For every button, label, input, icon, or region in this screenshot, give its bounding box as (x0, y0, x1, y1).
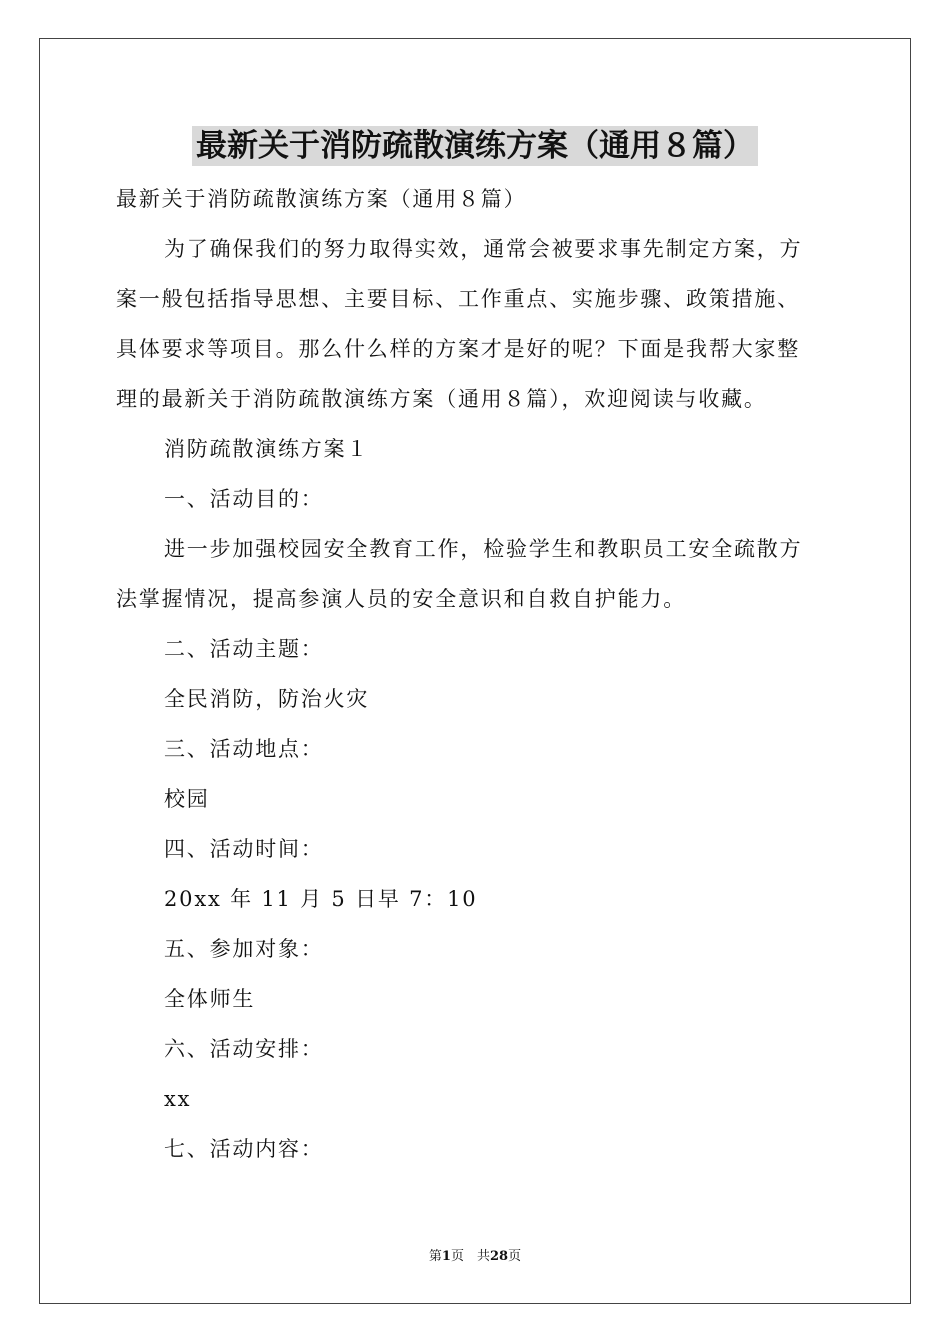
intro-line: 理的最新关于消防疏散演练方案（通用８篇），欢迎阅读与收藏。 (116, 387, 767, 411)
intro-line: 具体要求等项目。那么什么样的方案才是好的呢？下面是我帮大家整 (116, 337, 800, 361)
document-body (116, 174, 836, 1174)
item-text-theme: 全民消防，防治火灾 (164, 687, 370, 711)
item-text-location: 校园 (164, 787, 210, 811)
item-heading-time: 四、活动时间： (164, 837, 324, 861)
item-heading-purpose: 一、活动目的： (164, 487, 324, 511)
title-container (0, 126, 950, 166)
footer-suffix: 页 (508, 1249, 522, 1264)
document-subtitle: 最新关于消防疏散演练方案（通用８篇） (116, 187, 527, 211)
purpose-line: 法掌握情况，提高参演人员的安全意识和自救自护能力。 (116, 587, 686, 611)
purpose-paragraph (116, 524, 836, 624)
footer-prefix: 第 (428, 1249, 442, 1264)
item-heading-participants: 五、参加对象： (164, 937, 324, 961)
intro-paragraph (116, 224, 836, 424)
item-text-time: 20xx 年 11 月 5 日早 7：10 (164, 887, 478, 911)
intro-line: 为了确保我们的努力取得实效，通常会被要求事先制定方案，方 (164, 237, 803, 261)
footer-page-current: 1 (441, 1249, 451, 1264)
page-footer (0, 1248, 950, 1266)
document-title: 最新关于消防疏散演练方案（通用８篇） (192, 126, 758, 166)
item-text-arrangement: xx (164, 1087, 192, 1111)
section-heading: 消防疏散演练方案１ (164, 437, 370, 461)
item-heading-theme: 二、活动主题： (164, 637, 324, 661)
item-heading-content: 七、活动内容： (164, 1137, 324, 1161)
footer-mid: 页 共 (450, 1249, 490, 1264)
item-heading-location: 三、活动地点： (164, 737, 324, 761)
purpose-line: 进一步加强校园安全教育工作，检验学生和教职员工安全疏散方 (164, 537, 803, 561)
intro-line: 案一般包括指导思想、主要目标、工作重点、实施步骤、政策措施、 (116, 287, 800, 311)
item-text-participants: 全体师生 (164, 987, 256, 1011)
item-heading-arrangement: 六、活动安排： (164, 1037, 324, 1061)
footer-page-total: 28 (489, 1249, 509, 1264)
